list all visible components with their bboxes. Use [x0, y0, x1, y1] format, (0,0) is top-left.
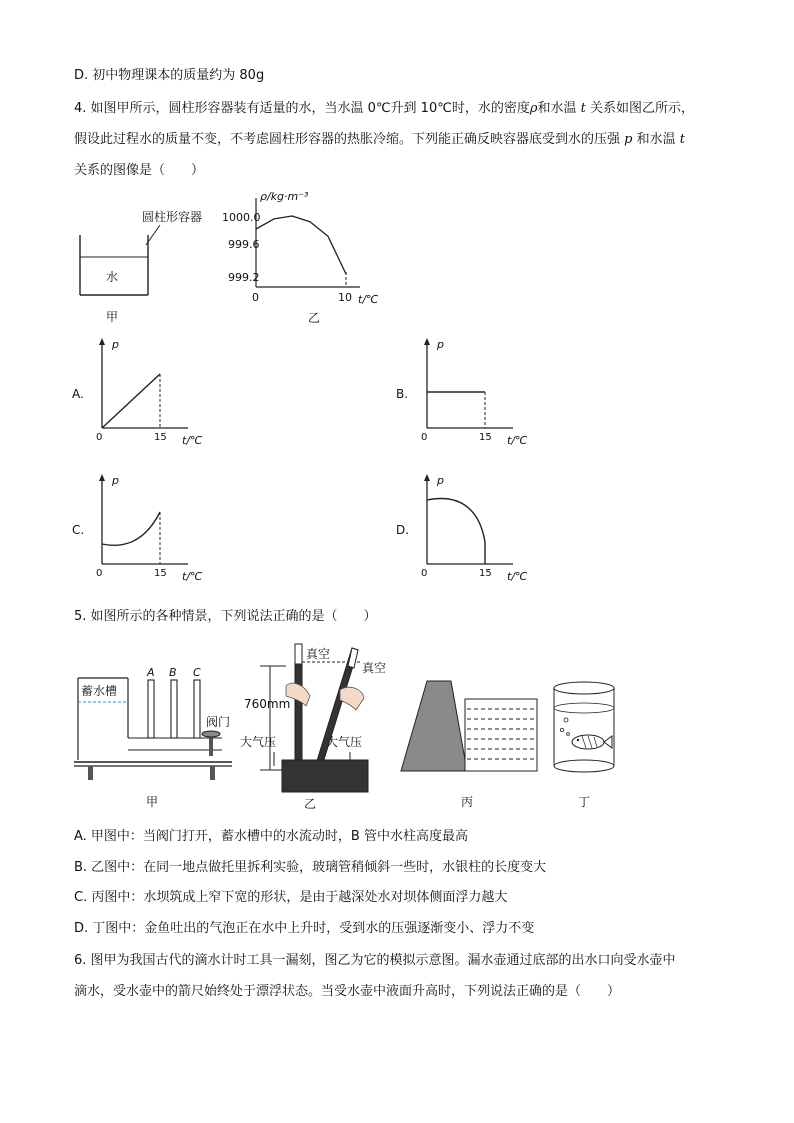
vacuum-label-1: 真空	[306, 647, 331, 661]
fig5-yi-torricelli	[240, 640, 410, 812]
q4-stem-text: 4. 如图甲所示，圆柱形容器装有适量的水，当水温 0℃升到 10℃时，水的密度	[74, 101, 530, 116]
axis-p: p	[112, 474, 119, 487]
origin: 0	[96, 568, 103, 579]
option-b-label: B.	[396, 387, 409, 401]
rho-symbol: ρ	[529, 101, 538, 116]
option-a-graph	[92, 336, 212, 446]
x-tick-label: 10	[338, 291, 352, 304]
option-a-label: A.	[72, 387, 84, 401]
q4-stem-text: 和水温	[537, 101, 577, 116]
q5-stem: 5. 如图所示的各种情景，下列说法正确的是（ ）	[74, 609, 377, 624]
fig4-yi-caption: 乙	[308, 311, 321, 325]
q4-stem-line3: 关系的图像是（ ）	[74, 163, 205, 178]
option-d-label: D.	[396, 523, 410, 537]
fig5-ding-fish	[548, 680, 628, 816]
option-c-graph	[92, 472, 212, 582]
fig5-bing-dam	[395, 675, 545, 815]
density-point	[273, 218, 274, 219]
density-point	[309, 221, 310, 222]
t-symbol: t	[679, 132, 686, 147]
option-b-graph	[417, 336, 537, 446]
axis-p: p	[437, 474, 444, 487]
x-axis-label: t/℃	[358, 293, 379, 306]
origin: 0	[421, 432, 428, 443]
density-curve	[256, 216, 346, 274]
option-d-graph	[417, 472, 537, 582]
fig5-jia-caption: 甲	[146, 795, 159, 809]
q6-stem-line1: 6. 图甲为我国古代的滴水计时工具一漏刻，图乙为它的模拟示意图。漏水壶通过底部的出水口向受水壶中	[74, 953, 676, 968]
q3-option-d: D. 初中物理课本的质量约为 80g	[74, 68, 265, 83]
q4-stem-line2	[74, 132, 685, 148]
y-axis-label: ρ/kg·m⁻³	[260, 190, 309, 203]
atm-label-2: 大气压	[326, 735, 363, 749]
q5-option-a: A. 甲图中：当阀门打开，蓄水槽中的水流动时，B 管中水柱高度最高	[74, 829, 468, 844]
height-760mm: 760mm	[244, 697, 291, 711]
tick-15: 15	[154, 432, 167, 443]
axis-t: t/℃	[507, 434, 528, 447]
tick-15: 15	[154, 568, 167, 579]
q5-option-b: B. 乙图中：在同一地点做托里拆利实验，玻璃管稍倾斜一些时，水银柱的长度变大	[74, 860, 547, 875]
axis-t: t/℃	[507, 570, 528, 583]
fig5-yi-caption: 乙	[304, 797, 317, 811]
tick-15: 15	[479, 432, 492, 443]
axis-t: t/℃	[182, 570, 203, 583]
q6-stem-line2: 滴水，受水壶中的箭尺始终处于漂浮状态。当受水壶中液面升高时，下列说法正确的是（ ）	[74, 984, 621, 999]
tick-15: 15	[479, 568, 492, 579]
q4-stem-text: 关系如图乙所示，	[590, 101, 695, 116]
t-symbol: t	[580, 101, 586, 116]
valve-label: 阀门	[206, 715, 231, 729]
fig5-bing-caption: 丙	[461, 795, 474, 809]
origin: 0	[96, 432, 103, 443]
density-chart	[220, 190, 390, 325]
tank-label: 蓄水槽	[81, 684, 118, 698]
axis-p: p	[437, 338, 444, 351]
density-point	[345, 273, 346, 274]
p-symbol: p	[624, 132, 633, 147]
density-point	[291, 215, 292, 216]
fig4-container-diagram	[70, 205, 220, 325]
option-c-label: C.	[72, 523, 85, 537]
tube-c-label: C	[193, 666, 201, 679]
q5-option-c: C. 丙图中：水坝筑成上窄下宽的形状，是由于越深处水对坝体侧面浮力越大	[74, 890, 508, 905]
x-tick-label: 0	[252, 291, 259, 304]
q4-stem-text: 假设此过程水的质量不变，不考虑圆柱形容器的热胀冷缩。下列能正确反映容器底受到水的压强	[74, 132, 621, 147]
tube-a-label: A	[147, 666, 155, 679]
atm-label-1: 大气压	[240, 735, 277, 749]
axis-t: t/℃	[182, 434, 203, 447]
vacuum-label-2: 真空	[362, 661, 387, 675]
density-point	[327, 236, 328, 237]
y-tick-label: 999.2	[228, 271, 260, 284]
tube-b-label: B	[169, 666, 177, 679]
q5-option-d: D. 丁图中：金鱼吐出的气泡正在水中上升时，受到水的压强逐渐变小、浮力不变	[74, 921, 535, 936]
q4-stem-line1	[74, 101, 694, 117]
fig5-ding-caption: 丁	[578, 795, 591, 809]
origin: 0	[421, 568, 428, 579]
q4-stem-text: 和水温	[636, 132, 676, 147]
density-point	[255, 228, 256, 229]
y-tick-label: 999.6	[228, 238, 260, 251]
water-label: 水	[106, 270, 119, 284]
axis-p: p	[112, 338, 119, 351]
y-tick-label: 1000.0	[222, 211, 261, 224]
fig5-jia-tank	[72, 660, 237, 810]
fig4-jia-caption: 甲	[106, 310, 119, 324]
container-label: 圆柱形容器	[142, 210, 203, 224]
